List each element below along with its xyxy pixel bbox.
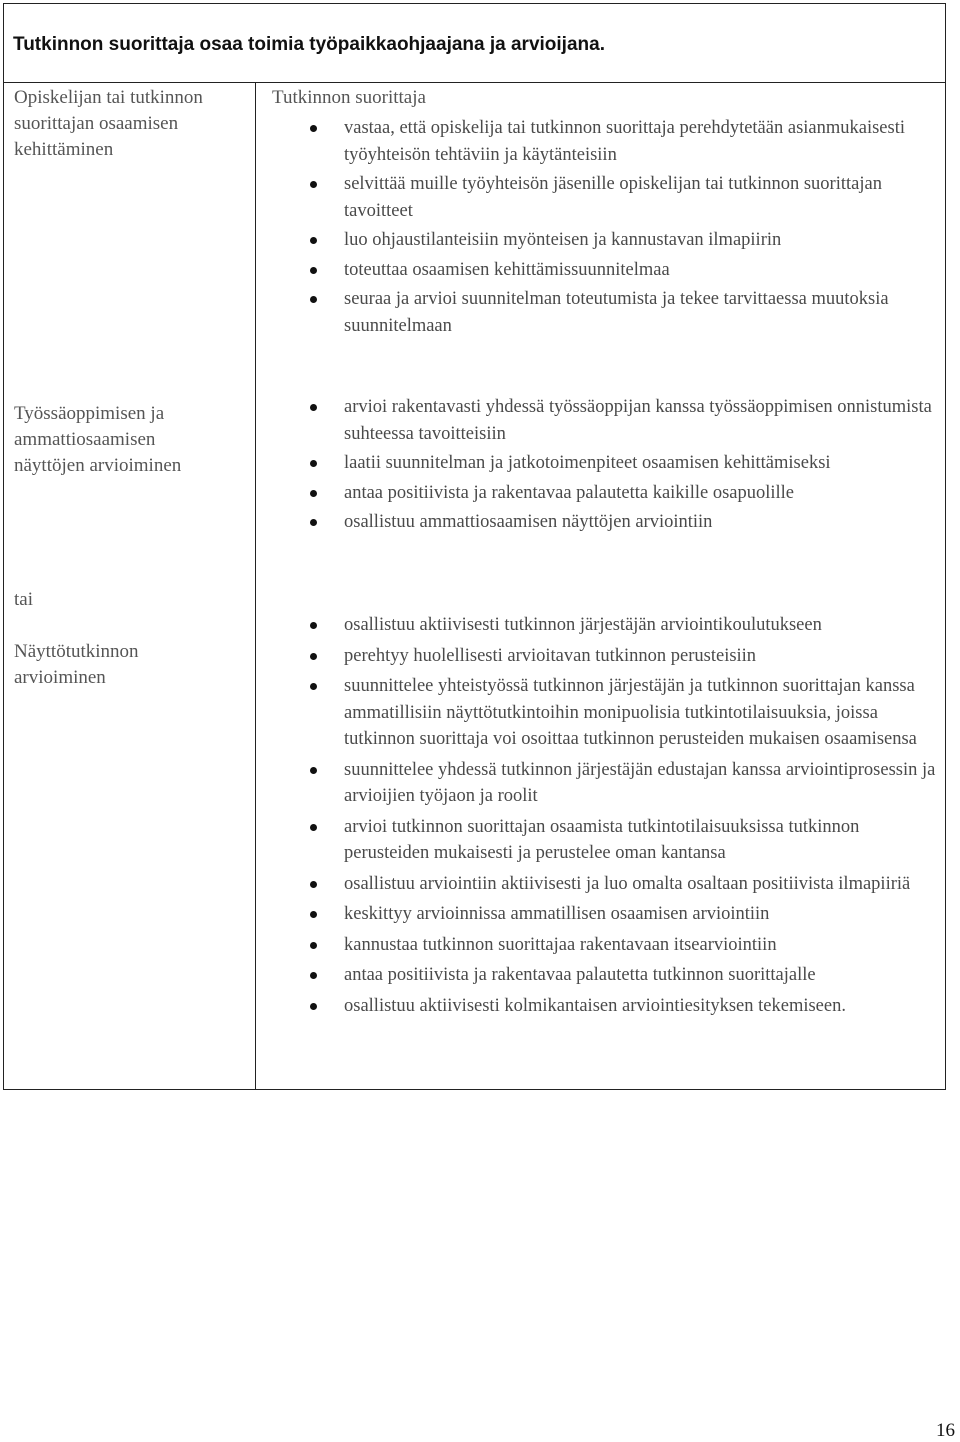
list-item: vastaa, että opiskelija tai tutkinnon suorittaja perehdytetään asianmukaisesti työyhteisön tehtäviin ja käytänteisiin	[272, 115, 940, 168]
section-3-list	[272, 612, 940, 1019]
list-item: osallistuu aktiivisesti kolmikantaisen arviointiesityksen tekemiseen.	[272, 993, 940, 1020]
section-2-list	[272, 394, 940, 536]
bullet-icon	[310, 1003, 317, 1010]
bullet-icon	[310, 404, 317, 411]
bullet-icon	[310, 653, 317, 660]
table-title-row	[4, 4, 945, 83]
bullet-icon	[310, 237, 317, 244]
label-line: näyttöjen arvioiminen	[14, 455, 182, 476]
section-3-label	[14, 587, 249, 691]
bullet-icon	[310, 911, 317, 918]
label-line: Työssäoppimisen ja	[14, 403, 165, 424]
list-item: perehtyy huolellisesti arvioitavan tutkinnon perusteisiin	[272, 643, 940, 670]
section-2-label	[14, 401, 249, 479]
label-line: arvioiminen	[14, 667, 106, 688]
label-line: Opiskelijan tai tutkinnon	[14, 87, 203, 108]
page-number: 16	[936, 1420, 955, 1441]
bullet-icon	[310, 683, 317, 690]
table-title: Tutkinnon suorittaja osaa toimia työpaikkaohjaajana ja arvioijana.	[13, 34, 605, 55]
bullet-icon	[310, 296, 317, 303]
list-item: arvioi tutkinnon suorittajan osaamista tutkintotilaisuuksissa tutkinnon perusteiden mukaisesti ja perustelee oman kantansa	[272, 814, 940, 867]
bullet-icon	[310, 881, 317, 888]
list-item: laatii suunnitelman ja jatkotoimenpiteet osaamisen kehittämiseksi	[272, 450, 940, 477]
list-item: osallistuu arviointiin aktiivisesti ja luo omalta osaltaan positiivista ilmapiiriä	[272, 871, 940, 898]
label-line: ammattiosaamisen	[14, 429, 156, 450]
bullet-icon	[310, 942, 317, 949]
section-2-content	[272, 394, 940, 539]
list-item: suunnittelee yhdessä tutkinnon järjestäjän edustajan kanssa arviointiprosessin ja arvioijien työjaon ja roolit	[272, 757, 940, 810]
list-item: kannustaa tutkinnon suorittajaa rakentavaan itsearviointiin	[272, 932, 940, 959]
bullet-icon	[310, 767, 317, 774]
section-3-content	[272, 612, 940, 1023]
bullet-icon	[310, 460, 317, 467]
bullet-icon	[310, 181, 317, 188]
bullet-icon	[310, 622, 317, 629]
list-item: toteuttaa osaamisen kehittämissuunnitelmaa	[272, 257, 940, 284]
list-item: antaa positiivista ja rakentavaa palautetta tutkinnon suorittajalle	[272, 962, 940, 989]
label-or: tai	[14, 589, 33, 610]
bullet-icon	[310, 519, 317, 526]
bullet-icon	[310, 824, 317, 831]
competence-table	[3, 3, 946, 1090]
list-item: seuraa ja arvioi suunnitelman toteutumista ja tekee tarvittaessa muutoksia suunnitelmaan	[272, 286, 940, 339]
list-item: arvioi rakentavasti yhdessä työssäoppijan kanssa työssäoppimisen onnistumista suhteessa tavoitteisiin	[272, 394, 940, 447]
list-item: keskittyy arvioinnissa ammatillisen osaamisen arviointiin	[272, 901, 940, 928]
section-1-heading: Tutkinnon suorittaja	[272, 87, 426, 108]
bullet-icon	[310, 267, 317, 274]
section-1-list	[272, 115, 940, 339]
label-line: kehittäminen	[14, 139, 114, 160]
section-1-label	[14, 85, 249, 163]
column-divider	[255, 83, 256, 1089]
bullet-icon	[310, 490, 317, 497]
list-item: suunnittelee yhteistyössä tutkinnon järjestäjän ja tutkinnon suorittajan kanssa ammatillisiin näyttötutkintoihin monipuolisia tutkintotilaisuuksia, joissa tutkinnon suorittaja voi osoittaa tutkinnon perusteiden mukaisen osaamisensa	[272, 673, 940, 753]
list-item: selvittää muille työyhteisön jäsenille opiskelijan tai tutkinnon suorittajan tavoitteet	[272, 171, 940, 224]
bullet-icon	[310, 125, 317, 132]
label-line: suorittajan osaamisen	[14, 113, 179, 134]
list-item: osallistuu ammattiosaamisen näyttöjen arviointiin	[272, 509, 940, 536]
list-item: luo ohjaustilanteisiin myönteisen ja kannustavan ilmapiirin	[272, 227, 940, 254]
list-item: osallistuu aktiivisesti tutkinnon järjestäjän arviointikoulutukseen	[272, 612, 940, 639]
list-item: antaa positiivista ja rakentavaa palautetta kaikille osapuolille	[272, 480, 940, 507]
label-line: Näyttötutkinnon	[14, 641, 139, 662]
bullet-icon	[310, 972, 317, 979]
section-1-content	[272, 85, 940, 342]
